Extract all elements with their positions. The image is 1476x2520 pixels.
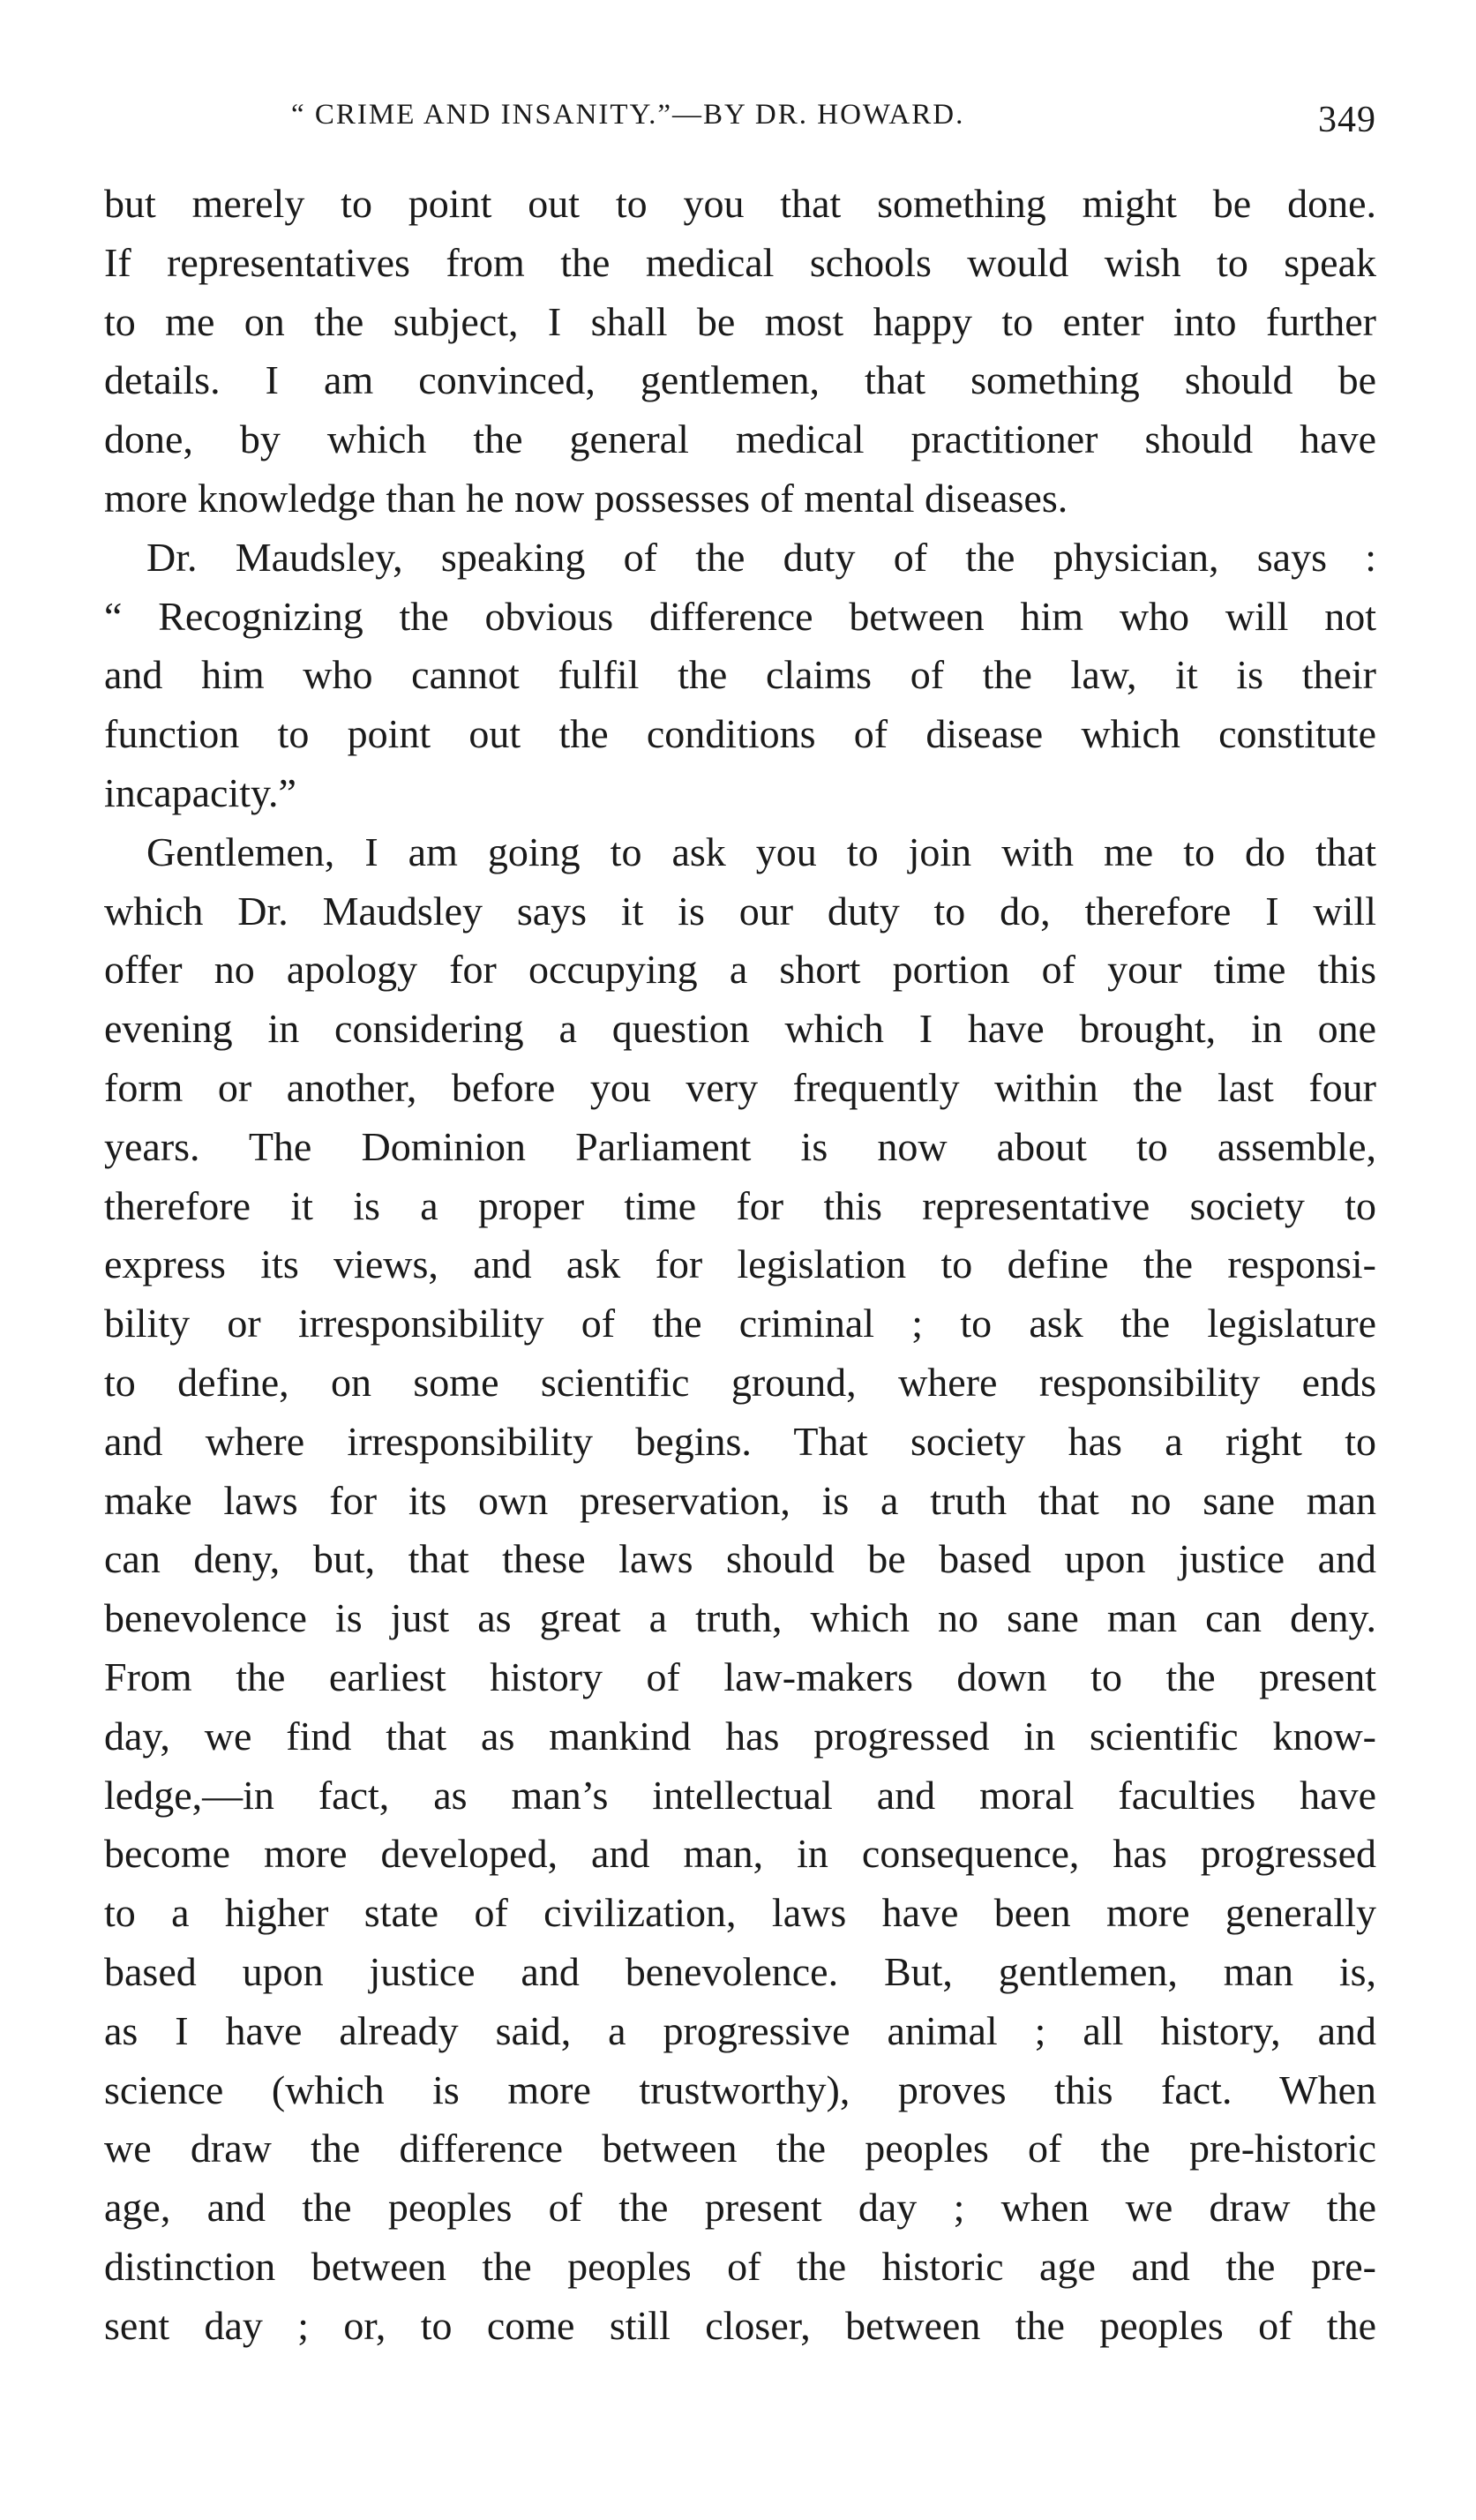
text-line: done, by which the general medical practitioner should have (104, 416, 1376, 462)
text-line: make laws for its own preservation, is a truth that no sane man (104, 1477, 1376, 1523)
text-line: If representatives from the medical schools would wish to speak (104, 239, 1376, 285)
text-line: sent day ; or, to come still closer, between the peoples of the (104, 2302, 1376, 2348)
text-line: express its views, and ask for legislation to define the responsi- (104, 1241, 1376, 1287)
page-number: 349 (1318, 100, 1376, 140)
text-line: and where irresponsibility begins. That society has a right to (104, 1418, 1376, 1464)
text-line: can deny, but, that these laws should be based upon justice and (104, 1536, 1376, 1582)
text-line: function to point out the conditions of disease which constitute (104, 711, 1376, 757)
text-line: day, we find that as mankind has progressed in scientific know- (104, 1713, 1376, 1759)
text-line: science (which is more trustworthy), proves this fact. When (104, 2066, 1376, 2112)
text-line: and him who cannot fulfil the claims of the law, it is their (104, 652, 1376, 698)
text-line: more knowledge than he now possesses of mental diseases. (104, 475, 1068, 521)
text-line: become more developed, and man, in consequence, has progressed (104, 1831, 1376, 1877)
text-line: bility or irresponsibility of the criminal ; to ask the legislature (104, 1301, 1376, 1346)
text-line: to me on the subject, I shall be most happy to enter into further (104, 298, 1376, 344)
text-line: “ Recognizing the obvious difference between him who will not (104, 593, 1376, 639)
text-line: form or another, before you very frequently within the last four (104, 1064, 1376, 1110)
running-title: “ CRIME AND INSANITY.”—BY DR. HOWARD. (291, 99, 965, 131)
text-line: to a higher state of civilization, laws have been more generally (104, 1890, 1376, 1936)
text-line: benevolence is just as great a truth, which no sane man can deny. (104, 1595, 1376, 1641)
text-line: distinction between the peoples of the historic age and the pre- (104, 2243, 1376, 2289)
text-line: Gentlemen, I am going to ask you to join with me to do that (146, 829, 1376, 874)
text-line: details. I am convinced, gentlemen, that something should be (104, 357, 1376, 403)
text-line: years. The Dominion Parliament is now about to assemble, (104, 1123, 1376, 1169)
text-line: as I have already said, a progressive animal ; all history, and (104, 2007, 1376, 2053)
body-text (104, 175, 1376, 2355)
text-line: ledge,—in fact, as man’s intellectual and moral faculties have (104, 1772, 1376, 1818)
text-line: but merely to point out to you that something might be done. (104, 181, 1376, 226)
text-line: evening in considering a question which I have brought, in one (104, 1006, 1376, 1052)
text-line: to define, on some scientific ground, where responsibility ends (104, 1359, 1376, 1405)
text-line: incapacity.” (104, 769, 296, 815)
text-line: offer no apology for occupying a short portion of your time this (104, 947, 1376, 993)
text-line: we draw the difference between the peoples of the pre-historic (104, 2126, 1376, 2171)
running-head (291, 99, 1376, 152)
text-line: age, and the peoples of the present day ; when we draw the (104, 2185, 1376, 2231)
text-line: Dr. Maudsley, speaking of the duty of the physician, says : (146, 534, 1376, 580)
text-line: which Dr. Maudsley says it is our duty to do, therefore I will (104, 888, 1376, 934)
text-line: based upon justice and benevolence. But, gentlemen, man is, (104, 1948, 1376, 1994)
text-line: From the earliest history of law-makers down to the present (104, 1654, 1376, 1699)
text-line: therefore it is a proper time for this representative society to (104, 1182, 1376, 1228)
